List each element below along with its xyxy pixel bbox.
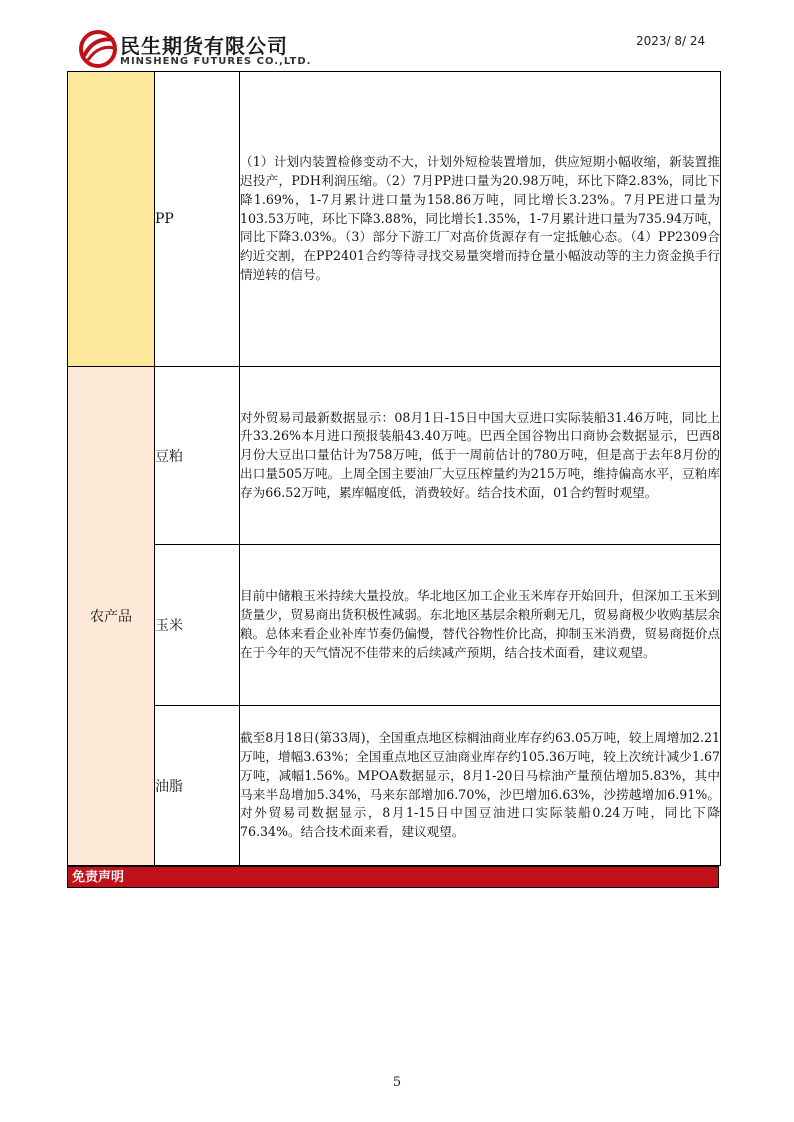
table-row (68, 545, 721, 706)
disclaimer-title-bar: 免责声明 (67, 866, 719, 888)
item-name-oils: 油脂 (155, 706, 240, 866)
minsheng-logo-icon (78, 30, 118, 68)
table-row (68, 72, 721, 367)
item-content-soymeal: 对外贸易司最新数据显示：08月1日-15日中国大豆进口实际装船31.46万吨，同比上升33.26%本月进口预报装船43.40万吨。巴西全国谷物出口商协会数据显示，巴西8月份大豆出口量估计为758万吨，低于一周前估计的780万吨，但是高于去年8月份的出口量505万吨。上周全国主要油厂大豆压榨量约为215万吨，维持偏高水平，豆粕库存为66.52万吨，累库幅度低，消费较好。结合技术面，01合约暂时观望。 (240, 367, 721, 545)
commodity-analysis-table (67, 71, 721, 866)
item-name-soymeal: 豆粕 (155, 367, 240, 545)
item-name-corn: 玉米 (155, 545, 240, 706)
item-content-corn: 目前中储粮玉米持续大量投放。华北地区加工企业玉米库存开始回升，但深加工玉米到货量少，贸易商出货积极性减弱。东北地区基层余粮所剩无几，贸易商极少收购基层余粮。总体来看企业补库节奏仍偏慢，替代谷物性价比高，抑制玉米消费，贸易商挺价点在于今年的天气情况不佳带来的后续减产预期，结合技术面看，建议观望。 (240, 545, 721, 706)
table-row (68, 706, 721, 866)
category-cell-agri: 农产品 (68, 367, 155, 866)
page-number: 5 (392, 1075, 402, 1090)
report-date: 2023/ 8/ 24 (636, 34, 706, 48)
item-name-pp: PP (155, 72, 240, 367)
item-content-pp: （1）计划内装置检修变动不大，计划外短检装置增加，供应短期小幅收缩，新装置推迟投产，PDH利润压缩。（2）7月PP进口量为20.98万吨，环比下降2.83%，同比下降1.69%，1-7月累计进口量为158.86万吨，同比增长3.23%。7月PE进口量为103.53万吨，环比下降3.88%，同比增长1.35%，1-7月累计进口量为735.94万吨，同比下降3.03%。（3）部分下游工厂对高价货源存有一定抵触心态。（4）PP2309合约近交割，在PP2401合约等待寻找交易量突增而持仓量小幅波动等的主力资金换手行情逆转的信号。 (240, 72, 721, 367)
company-name-en: MINSHENG FUTURES CO.,LTD. (120, 56, 312, 67)
company-name-cn: 民生期货有限公司 (120, 34, 288, 58)
table-row (68, 367, 721, 545)
item-content-oils: 截至8月18日(第33周)，全国重点地区棕榈油商业库存约63.05万吨，较上周增加2.21万吨，增幅3.63%；全国重点地区豆油商业库存约105.36万吨，较上次统计减少1.67万吨，减幅1.56%。MPOA数据显示，8月1-20日马棕油产量预估增加5.83%，其中马来半岛增加5.34%，马来东部增加6.70%，沙巴增加6.63%，沙捞越增加6.91%。对外贸易司数据显示，8月1-15日中国豆油进口实际装船0.24万吨，同比下降76.34%。结合技术面来看，建议观望。 (240, 706, 721, 866)
category-cell-energy-chem (68, 72, 155, 367)
page-header (0, 0, 794, 72)
